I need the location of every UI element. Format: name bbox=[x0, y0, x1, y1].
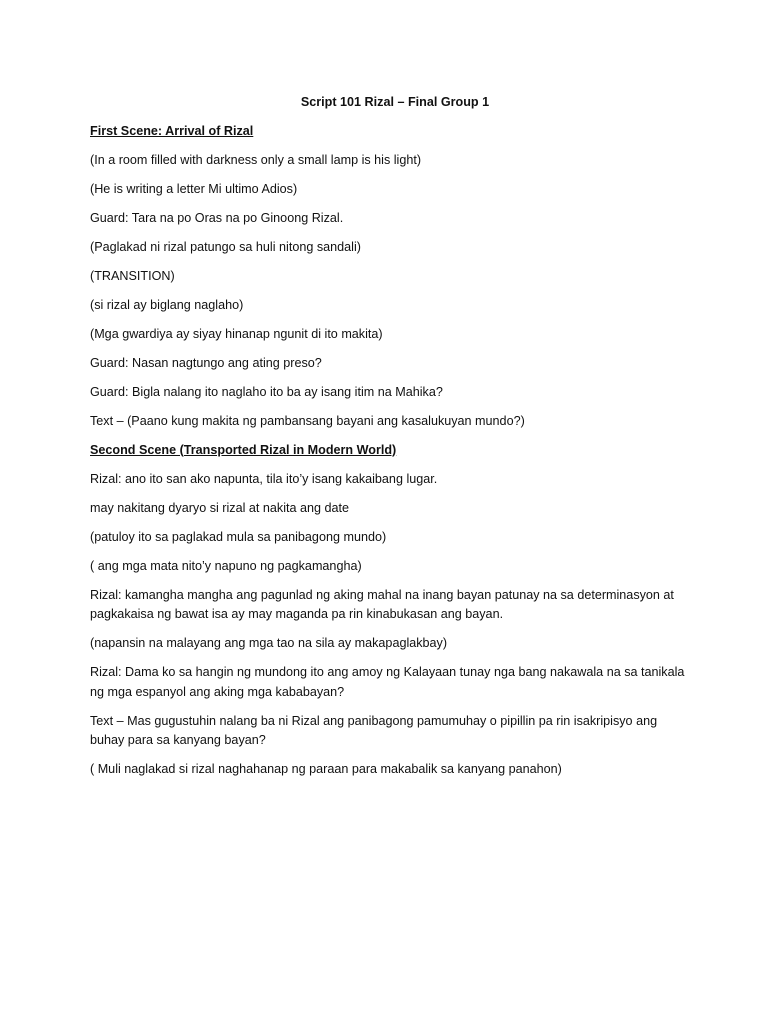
document-body bbox=[90, 93, 690, 789]
script-line: Guard: Bigla nalang ito naglaho ito ba ay isang itim na Mahika? bbox=[90, 384, 443, 399]
document-title: Script 101 Rizal – Final Group 1 bbox=[300, 95, 490, 109]
script-line: ( ang mga mata nito’y napuno ng pagkamangha) bbox=[90, 558, 362, 573]
script-line: ( Muli naglakad si rizal naghahanap ng paraan para makabalik sa kanyang panahon) bbox=[90, 762, 562, 776]
script-line: (patuloy ito sa paglakad mula sa panibagong mundo) bbox=[90, 529, 387, 544]
script-line: Rizal: kamangha mangha ang pagunlad ng aking mahal na inang bayan patunay na sa determinasyon at pagkakaisa ng bawat isa ay may maganda pa rin kinabukasan ang bayan. bbox=[90, 587, 674, 621]
scene2-heading: Second Scene (Transported Rizal in Modern World) bbox=[90, 442, 397, 457]
script-line: Rizal: Dama ko sa hangin ng mundong ito ang amoy ng Kalayaan tunay nga bang nakawala na sa tanikala ng mga espanyol ang aking mga kababayan? bbox=[90, 665, 685, 699]
script-line: may nakitang dyaryo si rizal at nakita ang date bbox=[90, 500, 350, 515]
script-line: (Paglakad ni rizal patungo sa huli nitong sandali) bbox=[90, 239, 361, 254]
script-line: (napansin na malayang ang mga tao na sila ay makapaglakbay) bbox=[90, 636, 448, 650]
script-line: (TRANSITION) bbox=[90, 268, 175, 283]
script-line: Text – Mas gugustuhin nalang ba ni Rizal ang panibagong pamumuhay o pipillin pa rin isakripisyo ang buhay para sa kanyang bayan? bbox=[90, 713, 658, 747]
script-line: Guard: Tara na po Oras na po Ginoong Rizal. bbox=[90, 210, 344, 225]
script-line: (He is writing a letter Mi ultimo Adios) bbox=[90, 181, 298, 196]
script-line: (In a room filled with darkness only a small lamp is his light) bbox=[90, 152, 422, 167]
script-line: Guard: Nasan nagtungo ang ating preso? bbox=[90, 355, 322, 370]
scene1-heading: First Scene: Arrival of Rizal bbox=[90, 123, 254, 138]
script-line: Rizal: ano ito san ako napunta, tila ito’y isang kakaibang lugar. bbox=[90, 471, 438, 486]
script-line: Text – (Paano kung makita ng pambansang bayani ang kasalukuyan mundo?) bbox=[90, 413, 525, 428]
script-line: (Mga gwardiya ay siyay hinanap ngunit di ito makita) bbox=[90, 326, 383, 341]
script-line: (si rizal ay biglang naglaho) bbox=[90, 297, 244, 312]
